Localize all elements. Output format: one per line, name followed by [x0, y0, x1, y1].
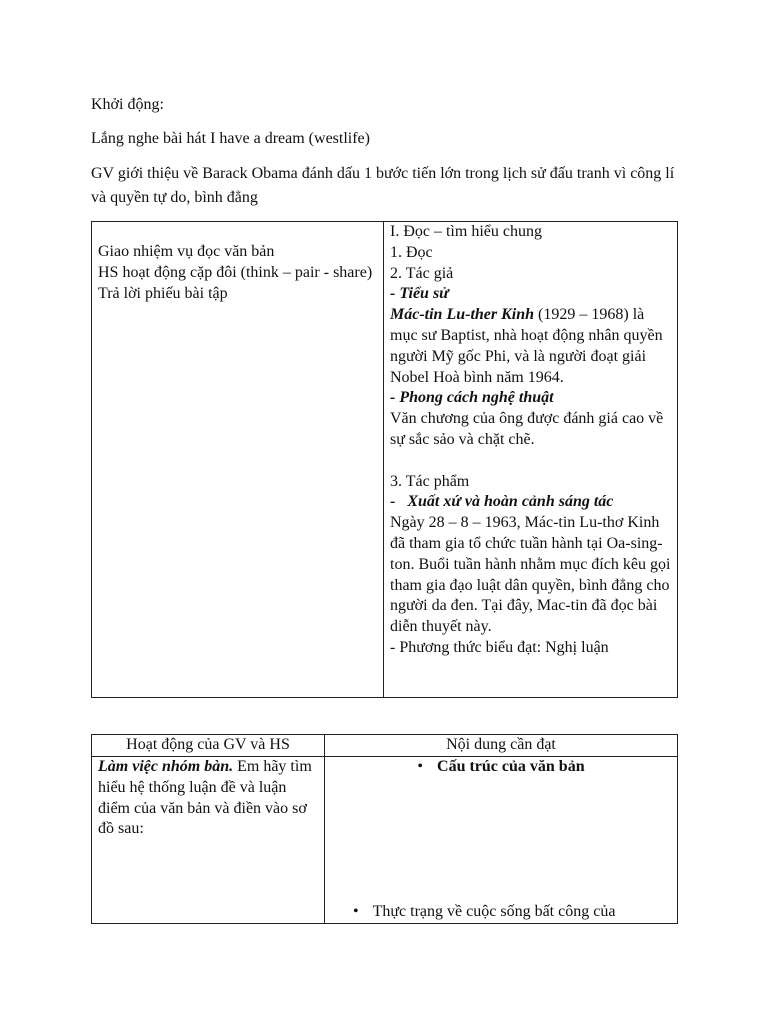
- blank-line: [390, 451, 671, 472]
- origin-text: Ngày 28 – 8 – 1963, Mác-tin Lu-thơ Kinh đã tham gia tổ chức tuần hành tại Oa-sing-ton. Buổi tuần hành nhằm mục đích kêu gọi tham gia đạo luật dân quyền, bình đẳng cho người da đen. Tại đây, Mac-tin đã đọc bài diễn thuyết này.: [390, 514, 671, 636]
- expression-mode: - Phương thức biểu đạt: Nghị luận: [390, 638, 609, 656]
- origin-heading: Xuất xứ và hoàn cảnh sáng tác: [407, 493, 614, 511]
- bullet-dot: •: [353, 903, 359, 921]
- group-work-label: Làm việc nhóm bàn.: [98, 758, 234, 775]
- table1-right-cell: [384, 222, 678, 698]
- item-tac-gia: 2. Tác giả: [390, 264, 454, 282]
- bullet-structure: [325, 757, 677, 778]
- style-text: Văn chương của ông được đánh giá cao về sự sắc sảo và chặt chẽ.: [390, 410, 664, 448]
- table1-left-line1: Giao nhiệm vụ đọc văn bản: [98, 243, 275, 260]
- bio-heading: - Tiểu sử: [390, 285, 449, 303]
- table1-left-line2: HS hoạt động cặp đôi (think – pair - share) Trả lời phiếu bài tập: [98, 263, 373, 302]
- origin-heading-line: [390, 492, 671, 513]
- table2-left-cell: [92, 757, 325, 924]
- table2-header-left: Hoạt động của GV và HS: [92, 735, 325, 757]
- item-tac-pham: 3. Tác phẩm: [390, 472, 470, 490]
- bullet-structure-text: Cấu trúc của văn bản: [437, 758, 585, 775]
- intro-song: Lắng nghe bài hát I have a dream (westlife): [91, 130, 370, 147]
- bullet-reality-text: Thực trạng về cuộc sống bất công của: [372, 903, 616, 921]
- origin-dash: -: [390, 493, 400, 511]
- bio-paragraph: [390, 305, 671, 388]
- bio-text: (1929 – 1968) là mục sư Baptist, nhà hoạt động nhân quyền người Mỹ gốc Phi, và là người đoạt giải Nobel Hoà bình năm 1964.: [390, 306, 663, 386]
- intro-heading: Khởi động:: [91, 96, 164, 113]
- group-work-text: Em hãy tìm hiểu hệ thống luận đề và luận điểm của văn bản và điền vào sơ đồ sau:: [98, 758, 312, 838]
- section-title: I. Đọc – tìm hiểu chung: [390, 223, 542, 240]
- bio-name: Mác-tin Lu-ther Kinh: [390, 306, 535, 324]
- table1-left-cell: [92, 222, 384, 698]
- table2-right-cell: [325, 757, 678, 924]
- bullet-reality: [353, 902, 615, 923]
- lesson-table-2: [91, 734, 678, 924]
- item-doc: 1. Đọc: [390, 243, 433, 261]
- table2-header-right: Nội dung cần đạt: [325, 735, 678, 757]
- intro-teacher: GV giới thiệu về Barack Obama đánh dấu 1 bước tiến lớn trong lịch sử đấu tranh vì công lí và quyền tự do, bình đẳng: [91, 165, 675, 206]
- lesson-table-1: [91, 221, 678, 698]
- bullet-dot: •: [417, 758, 424, 775]
- style-heading: - Phong cách nghệ thuật: [390, 389, 554, 407]
